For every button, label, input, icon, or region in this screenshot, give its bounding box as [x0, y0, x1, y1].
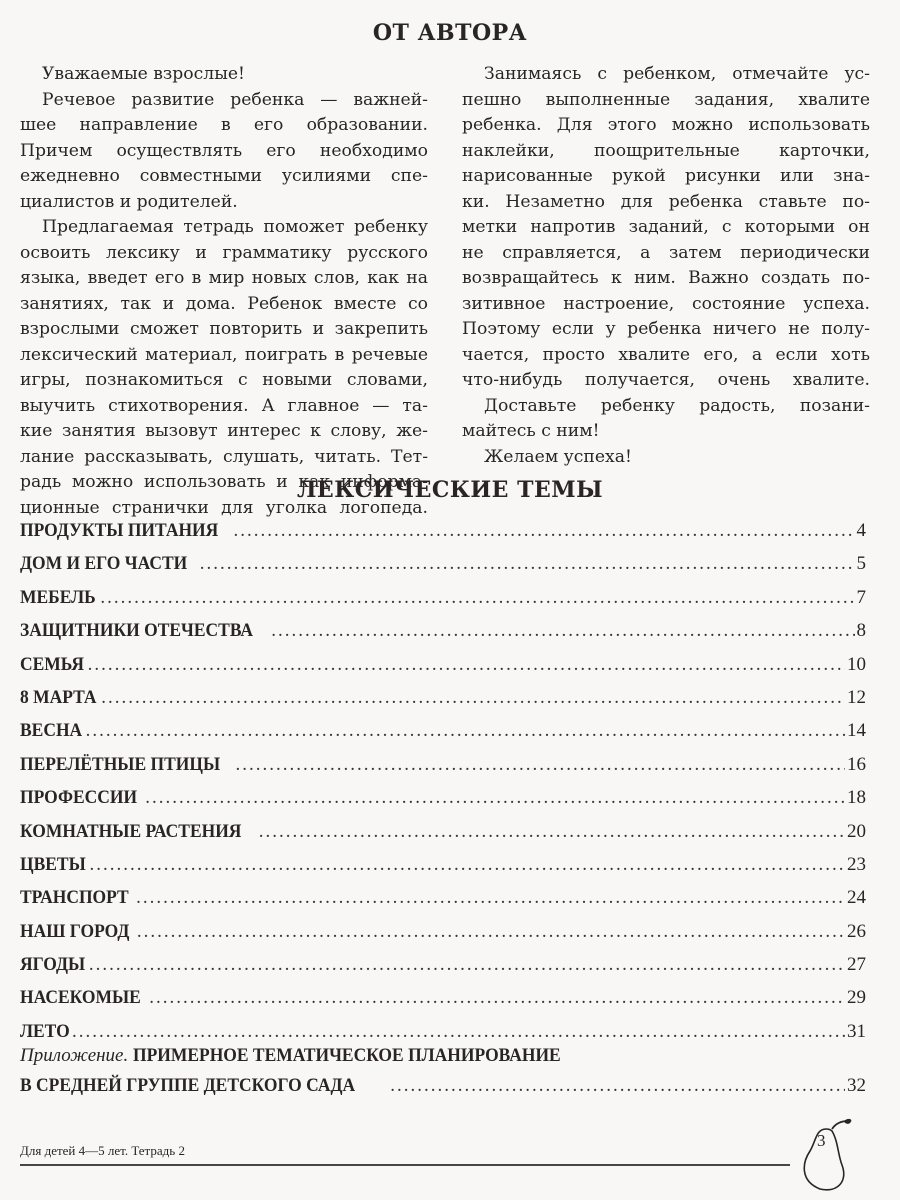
- toc-entry-page: 18: [847, 787, 866, 809]
- paragraph-line: наклейки, поощрительные карточки,: [462, 140, 870, 161]
- toc-entry-label: ДОМ И ЕГО ЧАСТИ: [20, 553, 188, 575]
- page-title: ОТ АВТОРА: [372, 20, 528, 46]
- paragraph-line: нарисованные рукой рисунки или зна-: [462, 166, 870, 186]
- paragraph-line: Предлагаемая тетрадь поможет ребенку: [42, 217, 428, 237]
- paragraph-line: ционные странички для уголка логопеда.: [20, 497, 428, 518]
- toc-entry-page: 4: [856, 520, 866, 541]
- toc-entry-label: ТРАНСПОРТ: [20, 887, 129, 909]
- toc-entry-page: 14: [847, 720, 866, 742]
- paragraph-line: радь можно использовать и как информа-: [20, 472, 428, 492]
- paragraph-line: что-нибудь получается, очень хвалите.: [462, 370, 870, 390]
- paragraph-line: метки напротив заданий, с которыми он: [462, 217, 870, 237]
- toc-entry-label: ПРОДУКТЫ ПИТАНИЯ: [20, 520, 219, 541]
- paragraph-line: выучить стихотворения. А главное — та-: [20, 395, 428, 416]
- paragraph-line: циалистов и родителей.: [20, 191, 238, 212]
- toc-entry-label: НАСЕКОМЫЕ: [20, 987, 141, 1009]
- paragraph-line: Поэтому если у ребенка ничего не полу-: [462, 319, 870, 339]
- intro-left-column: [20, 62, 428, 521]
- appendix-title-line2: В СРЕДНЕЙ ГРУППЕ ДЕТСКОГО САДА: [20, 1075, 356, 1096]
- toc-entry-page: 27: [847, 954, 866, 976]
- toc-entry-label: ЗАЩИТНИКИ ОТЕЧЕСТВА: [20, 620, 254, 642]
- leader-dots: [390, 1075, 845, 1097]
- toc-entry[interactable]: [20, 921, 866, 954]
- toc-entry-label: МЕБЕЛЬ: [20, 586, 96, 608]
- toc-entry-label: ВЕСНА: [20, 720, 83, 742]
- toc-entry[interactable]: [20, 787, 866, 820]
- table-of-contents: [20, 520, 866, 1054]
- paragraph-line: шее направление в его образовании.: [20, 115, 428, 135]
- toc-entry-page: 26: [847, 920, 866, 942]
- paragraph-line: ежедневно совместными усилиями спе-: [20, 166, 428, 186]
- footer-rule: [20, 1164, 790, 1166]
- toc-entry[interactable]: [20, 687, 866, 720]
- toc-entry[interactable]: [20, 954, 866, 987]
- footer-caption: Для детей 4—5 лет. Тетрадь 2: [20, 1143, 185, 1158]
- leader-dots: [137, 921, 845, 943]
- paragraph-line: освоить лексику и грамматику русского: [20, 242, 428, 263]
- paragraph-line: Речевое развитие ребенка — важней-: [42, 89, 428, 110]
- toc-entry-page: 12: [847, 686, 866, 708]
- toc-entry-page: 5: [856, 553, 866, 575]
- toc-entry[interactable]: [20, 720, 866, 753]
- paragraph-line: зитивное настроение, состояние успеха.: [462, 293, 870, 314]
- leader-dots: [89, 954, 845, 976]
- paragraph-line: взрослыми сможет повторить и закрепить: [20, 319, 428, 339]
- leader-dots: [271, 620, 854, 642]
- toc-entry-page: 23: [847, 853, 866, 875]
- toc-entry-page: 16: [847, 753, 866, 775]
- leader-dots: [100, 587, 854, 609]
- toc-entry-label: ПЕРЕЛЁТНЫЕ ПТИЦЫ: [20, 753, 221, 775]
- leader-dots: [86, 720, 845, 742]
- toc-entry-page: 8: [856, 620, 866, 642]
- toc-entry[interactable]: [20, 654, 866, 687]
- paragraph-line: майтесь с ним!: [462, 421, 600, 441]
- toc-entry[interactable]: [20, 854, 866, 887]
- toc-entry[interactable]: [20, 620, 866, 653]
- toc-entry-page: 31: [847, 1020, 866, 1042]
- paragraph-line: ки. Незаметно для ребенка ставьте по-: [462, 191, 870, 212]
- toc-entry-page: 20: [847, 820, 866, 842]
- paragraph-line: игры, познакомиться с новыми словами,: [20, 370, 428, 390]
- toc-entry-page: 24: [847, 887, 866, 909]
- toc-entry-label: 8 МАРТА: [20, 686, 97, 708]
- appendix-prefix: Приложение.: [20, 1045, 129, 1066]
- leader-dots: [88, 654, 845, 676]
- page-number: 3: [817, 1131, 826, 1150]
- toc-entry[interactable]: [20, 553, 866, 586]
- toc-appendix-entry[interactable]: [20, 1045, 866, 1105]
- paragraph-line: кие занятия вызовут интерес к слову, же-: [20, 421, 428, 441]
- toc-entry[interactable]: [20, 887, 866, 920]
- toc-entry-label: СЕМЬЯ: [20, 653, 85, 675]
- paragraph-line: Доставьте ребенку радость, позани-: [484, 395, 870, 416]
- toc-entry-page: 10: [847, 653, 866, 675]
- toc-entry[interactable]: [20, 587, 866, 620]
- paragraph-line: возвращайтесь к ним. Важно создать по-: [462, 268, 870, 288]
- toc-entry[interactable]: [20, 754, 866, 787]
- toc-entry[interactable]: [20, 520, 866, 553]
- paragraph-line: Причем осуществлять его необходимо: [20, 140, 428, 161]
- toc-entry-label: ЛЕТО: [20, 1020, 70, 1042]
- toc-entry-label: ЦВЕТЫ: [20, 853, 86, 875]
- appendix-title-line1: ПРИМЕРНОЕ ТЕМАТИЧЕСКОЕ ПЛАНИРОВАНИЕ: [132, 1045, 561, 1066]
- toc-entry-label: КОМНАТНЫЕ РАСТЕНИЯ: [20, 820, 242, 842]
- appendix-page-number: 32: [847, 1075, 866, 1096]
- leader-dots: [236, 754, 845, 776]
- paragraph-line: пешно выполненные задания, хвалите: [462, 89, 870, 110]
- paragraph-line: Уважаемые взрослые!: [42, 64, 245, 84]
- leader-dots: [259, 821, 845, 843]
- paragraph-line: лексический материал, поиграть в речевые: [20, 344, 428, 365]
- paragraph-line: занятиях, так и дома. Ребенок вместе со: [20, 293, 428, 314]
- leader-dots: [136, 887, 845, 909]
- toc-entry-page: 29: [847, 987, 866, 1009]
- leader-dots: [72, 1021, 845, 1043]
- leader-dots: [234, 520, 855, 542]
- toc-entry[interactable]: [20, 987, 866, 1020]
- paragraph-line: ребенка. Для этого можно использовать: [462, 115, 870, 135]
- leader-dots: [89, 854, 845, 876]
- leader-dots: [145, 787, 845, 809]
- paragraph-line: чается, просто хвалите его, а если хоть: [462, 344, 870, 365]
- paragraph-line: лание рассказывать, слушать, читать. Тет-: [20, 446, 428, 467]
- paragraph-line: языка, введет его в мир новых слов, как на: [20, 268, 428, 288]
- paragraph-line: Занимаясь с ребенком, отмечайте ус-: [484, 64, 870, 84]
- toc-entry-label: ПРОФЕССИИ: [20, 787, 138, 809]
- leader-dots: [149, 987, 845, 1009]
- toc-title: ЛЕКСИЧЕСКИЕ ТЕМЫ: [296, 477, 604, 503]
- intro-right-column: [462, 62, 870, 470]
- toc-entry-label: НАШ ГОРОД: [20, 920, 130, 942]
- toc-entry-label: ЯГОДЫ: [20, 954, 86, 976]
- paragraph-line: не справляется, а затем периодически: [462, 242, 870, 263]
- pear-icon: [786, 1115, 866, 1195]
- toc-entry[interactable]: [20, 821, 866, 854]
- leader-dots: [200, 553, 855, 575]
- toc-entry-page: 7: [856, 586, 866, 608]
- paragraph-line: Желаем успеха!: [484, 446, 632, 467]
- leader-dots: [101, 687, 845, 709]
